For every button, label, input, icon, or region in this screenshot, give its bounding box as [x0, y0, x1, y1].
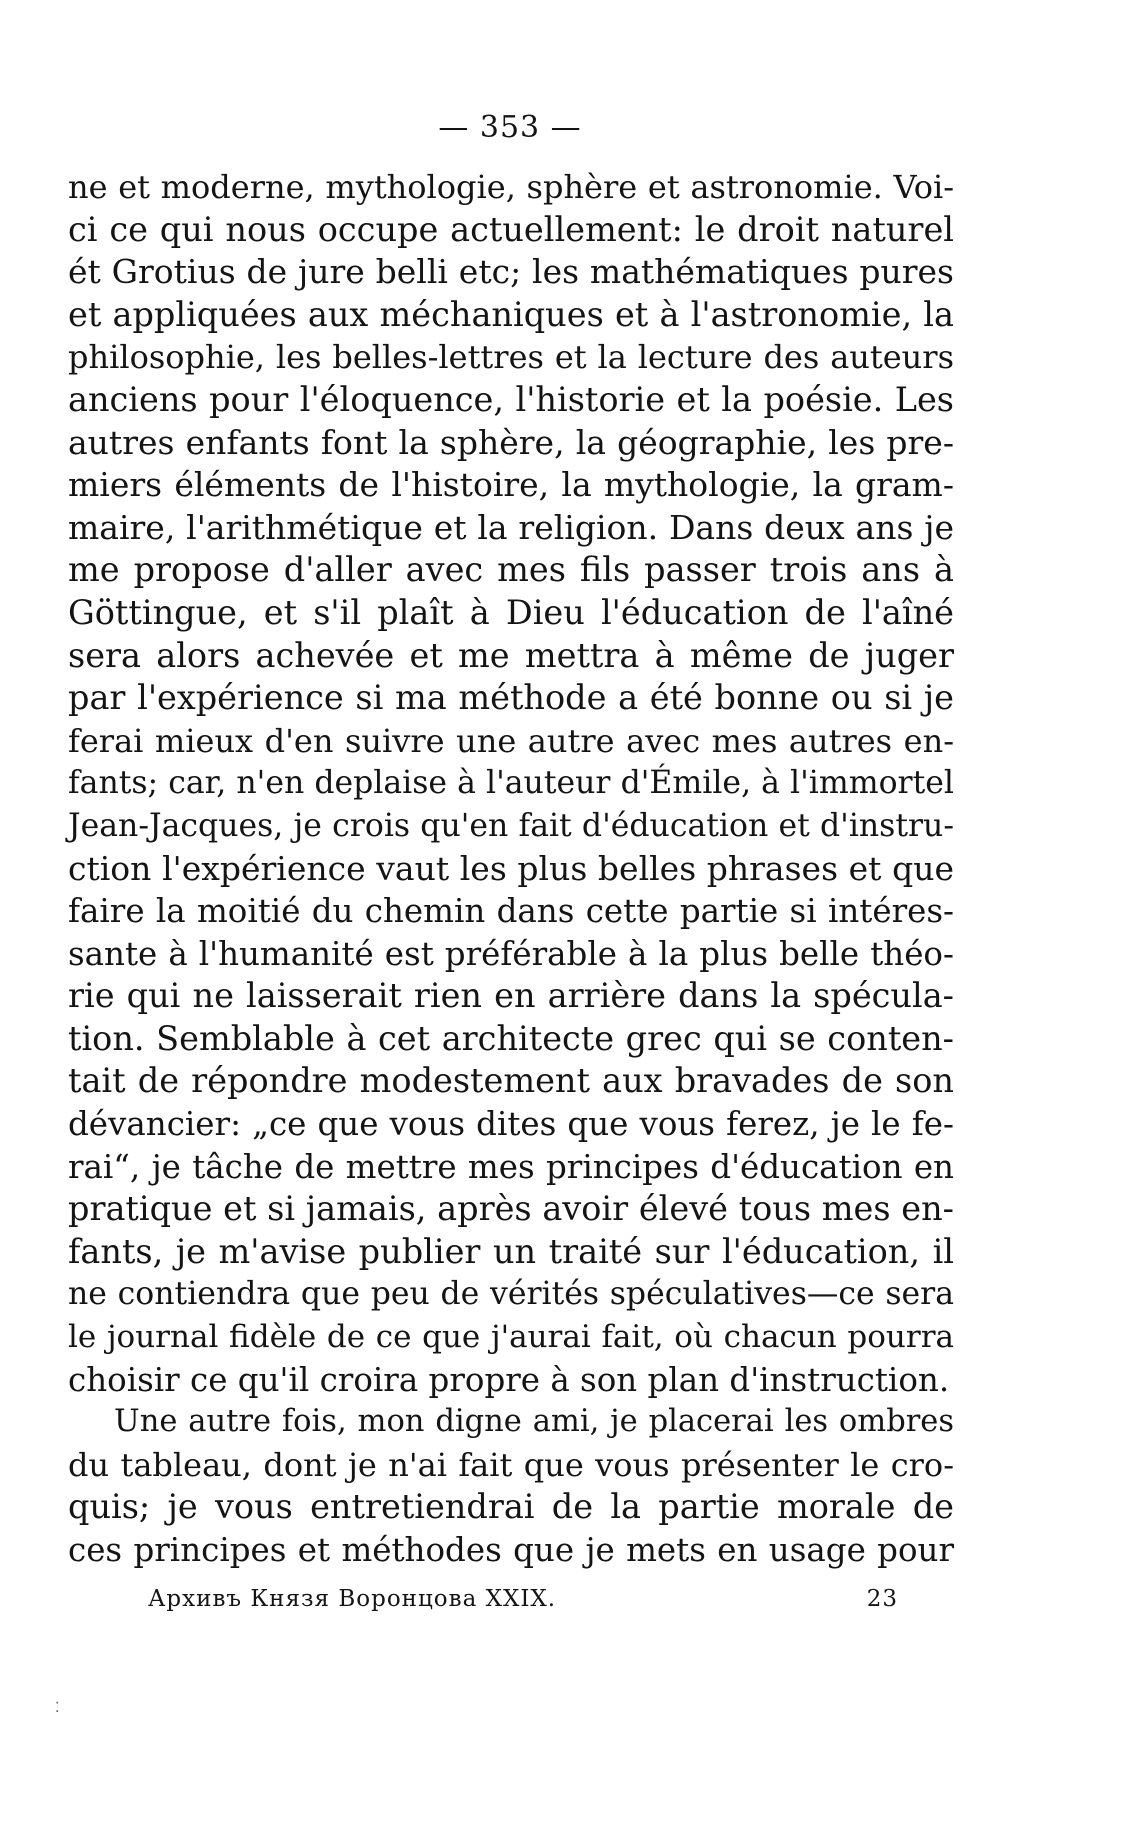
text-line: maire, l'arithmétique et la religion. Dans deux ans je [68, 507, 954, 547]
scan-speck: ⁚ [55, 1700, 60, 1716]
page-footer [148, 1586, 898, 1612]
text-line: ne et moderne, mythologie, sphère et astronomie. Voi- [68, 168, 954, 206]
text-line: me propose d'aller avec mes fils passer trois ans à [68, 550, 954, 590]
text-line: ction l'expérience vaut les plus belles phrases et que [68, 848, 954, 888]
text-line: ét Grotius de jure belli etc; les mathématiques pures [68, 252, 954, 292]
page-number: — 353 — [438, 110, 582, 145]
text-line: ces principes et méthodes que je mets en usage pour [68, 1531, 954, 1569]
text-line: Jean-Jacques, je crois qu'en fait d'éducation et d'instru- [68, 807, 954, 844]
text-line: anciens pour l'éloquence, l'historie et la poésie. Les [68, 379, 954, 419]
text-line: dévancier: „ce que vous dites que vous ferez, je le fe- [68, 1105, 954, 1144]
text-line: autres enfants font la sphère, la géographie, les pre- [68, 422, 954, 462]
text-line: ci ce qui nous occupe actuellement: le droit naturel [68, 209, 954, 249]
text-line: et appliquées aux méchaniques et à l'astronomie, la [68, 294, 954, 334]
text-line: rie qui ne laisserait rien en arrière dans la spécula- [68, 976, 954, 1016]
text-line: Une autre fois, mon digne ami, je placerai les ombres [114, 1404, 954, 1440]
footer-source: Архивъ Князя Воронцова XXIX. [148, 1586, 557, 1612]
text-line: tait de répondre modestement aux bravades de son [68, 1061, 954, 1101]
text-line: ferai mieux d'en suivre une autre avec mes autres en- [68, 721, 954, 760]
text-line: le journal fidèle de ce que j'aurai fait, où chacun pourra [68, 1319, 954, 1356]
text-line: sera alors achevée et me mettra à même de juger [68, 635, 954, 675]
text-line: faire la moitié du chemin dans cette partie si intéres- [68, 892, 954, 931]
text-line: philosophie, les belles-lettres et la lecture des auteurs [68, 338, 954, 377]
body-text [68, 166, 954, 1572]
text-line: sante à l'humanité est préférable à la plus belle théo- [68, 934, 954, 973]
text-line: rai“, je tâche de mettre mes principes d'éducation en [68, 1147, 954, 1186]
text-line: du tableau, dont je n'ai fait que vous présenter le cro- [68, 1445, 954, 1484]
text-line: choisir ce qu'il croira propre à son plan d'instruction. [68, 1360, 950, 1399]
text-line: fants; car, n'en deplaise à l'auteur d'Émile, à l'immortel [68, 765, 954, 802]
text-line: tion. Semblable à cet architecte grec qui se conten- [68, 1018, 954, 1058]
text-line: par l'expérience si ma méthode a été bonne ou si je [68, 678, 954, 718]
text-line: pratique et si jamais, après avoir élevé tous mes en- [68, 1189, 954, 1229]
signature-mark: 23 [866, 1586, 898, 1612]
text-line: quis; je vous entretiendrai de la partie morale de [68, 1487, 954, 1527]
text-line: Göttingue, et s'il plaît à Dieu l'éducation de l'aîné [68, 592, 954, 632]
text-line: fants, je m'avise publier un traité sur l'éducation, il [68, 1231, 954, 1271]
text-line: miers éléments de l'histoire, la mythologie, la gram- [68, 465, 954, 505]
text-line: ne contiendra que peu de vérités spéculatives—ce sera [68, 1276, 954, 1313]
